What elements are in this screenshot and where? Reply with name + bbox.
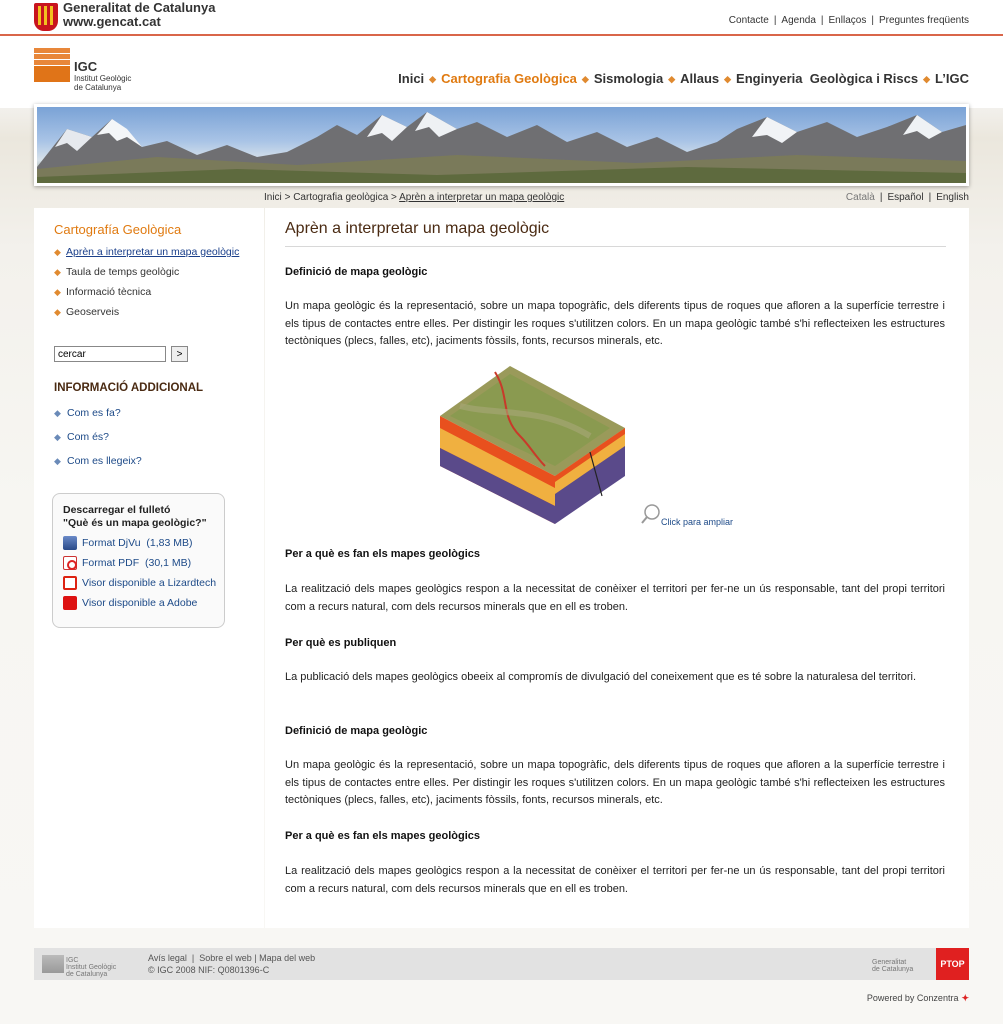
gencat-top-bar (0, 0, 1003, 36)
sidebar-item-informacio[interactable] (54, 285, 254, 299)
bullet-icon: ◆ (54, 456, 61, 466)
igc-logo-text[interactable] (74, 60, 131, 92)
sidebar-item-label: Geoserveis (66, 306, 120, 318)
lang-english[interactable]: English (936, 192, 969, 203)
sidebar-item-label: Informació tècnica (66, 286, 152, 298)
search-input[interactable] (54, 346, 166, 362)
info-item-label: Com es llegeix? (67, 455, 142, 467)
lang-espanol[interactable]: Español (887, 192, 924, 203)
footer-igc-line2: de Catalunya (66, 971, 108, 978)
bullet-icon: ◆ (54, 247, 61, 257)
download-djvu[interactable] (63, 536, 216, 556)
lizardtech-icon (63, 576, 77, 590)
info-item-com-es[interactable] (54, 430, 142, 444)
search-button[interactable]: > (171, 346, 188, 362)
footer-igc-line1: Institut Geològic (66, 964, 117, 971)
section-heading: Per què es publiquen (285, 637, 397, 649)
footer-mapa-web[interactable]: Mapa del web (259, 953, 316, 963)
nav-inici[interactable]: Inici (398, 71, 425, 86)
download-lizardtech[interactable] (63, 576, 216, 596)
footer (34, 948, 969, 980)
top-links: Contacte | Agenda | Enllaços | Preguntes freqüents (728, 15, 969, 26)
language-selector: Català | Español | English (845, 192, 969, 203)
download-pdf[interactable] (63, 556, 216, 576)
download-title (63, 504, 207, 530)
pdf-icon (63, 556, 77, 570)
gencat-name-line1: Generalitat de Catalunya (63, 0, 216, 15)
site-header (0, 38, 1003, 108)
sidebar-nav (54, 245, 254, 325)
link-contacte[interactable]: Contacte (728, 15, 769, 26)
bullet-icon: ◆ (54, 307, 61, 317)
sidebar-item-label: Taula de temps geològic (66, 266, 180, 278)
footer-sobre-web[interactable]: Sobre el web (199, 953, 252, 963)
footer-igc-logo-icon[interactable] (42, 955, 64, 973)
djvu-icon (63, 536, 77, 550)
download-list (63, 536, 216, 616)
download-label: Visor disponible a Lizardtech (82, 577, 217, 589)
zoom-link[interactable]: Click para ampliar (661, 517, 734, 527)
footer-links: Avís legal | Sobre el web | Mapa del web © IGC 2008 NIF: Q0801396-C (148, 953, 316, 975)
info-item-com-es-llegeix[interactable] (54, 454, 142, 468)
link-enllacos[interactable]: Enllaços (828, 15, 867, 26)
nav-allaus[interactable]: Allaus (680, 71, 720, 86)
nav-cartografia[interactable]: Cartografia Geològica (441, 71, 577, 86)
nav-ligc[interactable]: L’IGC (935, 71, 969, 86)
section-heading: Definició de mapa geològic (285, 725, 428, 737)
footer-gencat-line2: de Catalunya (872, 966, 914, 973)
download-box (52, 493, 225, 628)
section-heading: Definició de mapa geològic (285, 266, 428, 278)
link-preguntes[interactable]: Preguntes freqüents (878, 15, 969, 26)
footer-igc-abbr: IGC (66, 957, 79, 964)
info-list (54, 406, 142, 478)
info-item-label: Com és? (67, 431, 110, 443)
download-adobe[interactable] (63, 596, 216, 616)
download-label: Format DjVu (1,83 MB) (82, 537, 193, 549)
section-heading: Per a què es fan els mapes geològics (285, 548, 481, 560)
link-agenda[interactable]: Agenda (781, 15, 816, 26)
footer-copyright: © IGC 2008 NIF: Q0801396-C (148, 965, 270, 975)
powered-by-label: Powered by (866, 993, 915, 1003)
section-text: La realització dels mapes geològics respon a la necessitat de conèixer el territori per fer-ne un ús responsable, tant del propi territori com a recurs natural, com dels recursos minerals que en ell es troben. (285, 865, 945, 895)
search-form (54, 346, 189, 362)
info-item-label: Com es fa? (67, 407, 121, 419)
sidebar-item-taula[interactable] (54, 265, 254, 279)
breadcrumb-home[interactable]: Inici (264, 192, 282, 203)
mountain-illustration (37, 107, 966, 183)
sidebar-title: Cartografía Geològica (54, 222, 182, 237)
footer-igc-text (66, 957, 116, 978)
nav-separator-icon: ◆ (429, 74, 437, 84)
sidebar-item-apren[interactable] (54, 245, 254, 259)
breadcrumb-section[interactable]: Cartografia geològica (293, 192, 389, 203)
sidebar-item-geoserveis[interactable] (54, 305, 254, 319)
bullet-icon: ◆ (54, 408, 61, 418)
sidebar-item-label: Aprèn a interpretar un mapa geològic (66, 246, 240, 258)
conzentra-icon: ✦ (961, 993, 969, 1003)
gencat-logo-icon[interactable] (34, 3, 58, 31)
powered-brand[interactable]: Conzentra (916, 993, 959, 1003)
info-item-com-es-fa[interactable] (54, 406, 142, 420)
section-text: La realització dels mapes geològics respon a la necessitat de conèixer el territori per fer-ne un ús responsable, tant del propi territori com a recurs natural, com dels recursos minerals que en ell es troben. (285, 583, 945, 613)
main-content (265, 208, 969, 928)
section-heading: Per a què es fan els mapes geològics (285, 830, 481, 842)
footer-gencat-line1: Generalitat (872, 959, 907, 966)
breadcrumb: Inici > Cartografia geològica > Aprèn a interpretar un mapa geològic (264, 192, 565, 203)
nav-separator-icon: ◆ (668, 74, 676, 84)
download-title-line2: "Què és un mapa geològic?" (63, 517, 207, 529)
breadcrumb-current[interactable]: Aprèn a interpretar un mapa geològic (399, 192, 565, 203)
download-label: Format PDF (30,1 MB) (82, 557, 192, 569)
banner-image (37, 107, 966, 183)
gencat-name[interactable] (63, 1, 215, 29)
section-text: Un mapa geològic és la representació, sobre un mapa topogràfic, dels diferents tipus de roques que afloren a la superfície terrestre i els tipus de contactes entre elles. Per distingir les roques s'utilitzen colors. En un mapa geològic també s'hi reflecteixen les estructures tectòniques (plecs, falles, etc), jaciments fòssils, fonts, recursos minerals, etc. (285, 759, 945, 806)
nav-sismologia[interactable]: Sismologia (593, 71, 664, 86)
nav-separator-icon: ◆ (724, 74, 732, 84)
info-title: INFORMACIÓ ADDICIONAL (54, 382, 204, 394)
nav-enginyeria[interactable]: Enginyeria Geològica i Riscs (736, 71, 919, 86)
download-title-line1: Descarregar el fulletó (63, 504, 171, 516)
section-text: La publicació dels mapes geològics obeeix al compromís de divulgació del coneixement que es té sobre la naturalesa del territori. (285, 671, 917, 683)
download-label: Visor disponible a Adobe (82, 597, 198, 609)
igc-name-line1: Institut Geològic (74, 74, 132, 83)
bullet-icon: ◆ (54, 287, 61, 297)
gencat-url: www.gencat.cat (63, 14, 161, 29)
geological-block-image[interactable] (440, 366, 630, 526)
lang-catala[interactable]: Català (845, 192, 875, 203)
footer-gencat-logo[interactable] (872, 959, 913, 973)
igc-name-line2: de Catalunya (74, 83, 122, 92)
nav-separator-icon: ◆ (581, 74, 589, 84)
sidebar (34, 208, 264, 928)
footer-avis-legal[interactable]: Avís legal (148, 953, 187, 963)
bullet-icon: ◆ (54, 267, 61, 277)
ptop-logo[interactable]: PTOP (936, 948, 969, 980)
magnifier-icon[interactable] (640, 503, 662, 525)
adobe-icon (63, 596, 77, 610)
igc-abbr: IGC (74, 59, 98, 74)
main-nav (398, 71, 969, 86)
igc-logo-icon[interactable] (34, 48, 70, 82)
bullet-icon: ◆ (54, 432, 61, 442)
page-title: Aprèn a interpretar un mapa geològic (285, 220, 946, 247)
section-text: Un mapa geològic és la representació, sobre un mapa topogràfic, dels diferents tipus de roques que afloren a la superfície terrestre i els tipus de contactes entre elles. Per distingir les roques s'utilitzen colors. En un mapa geològic també s'hi reflecteixen les estructures tectòniques (plecs, falles, etc), jaciments fòssils, fonts, recursos minerals, etc. (285, 300, 945, 347)
nav-separator-icon: ◆ (923, 74, 931, 84)
powered-by (867, 993, 969, 1004)
mountain-banner (34, 104, 969, 186)
